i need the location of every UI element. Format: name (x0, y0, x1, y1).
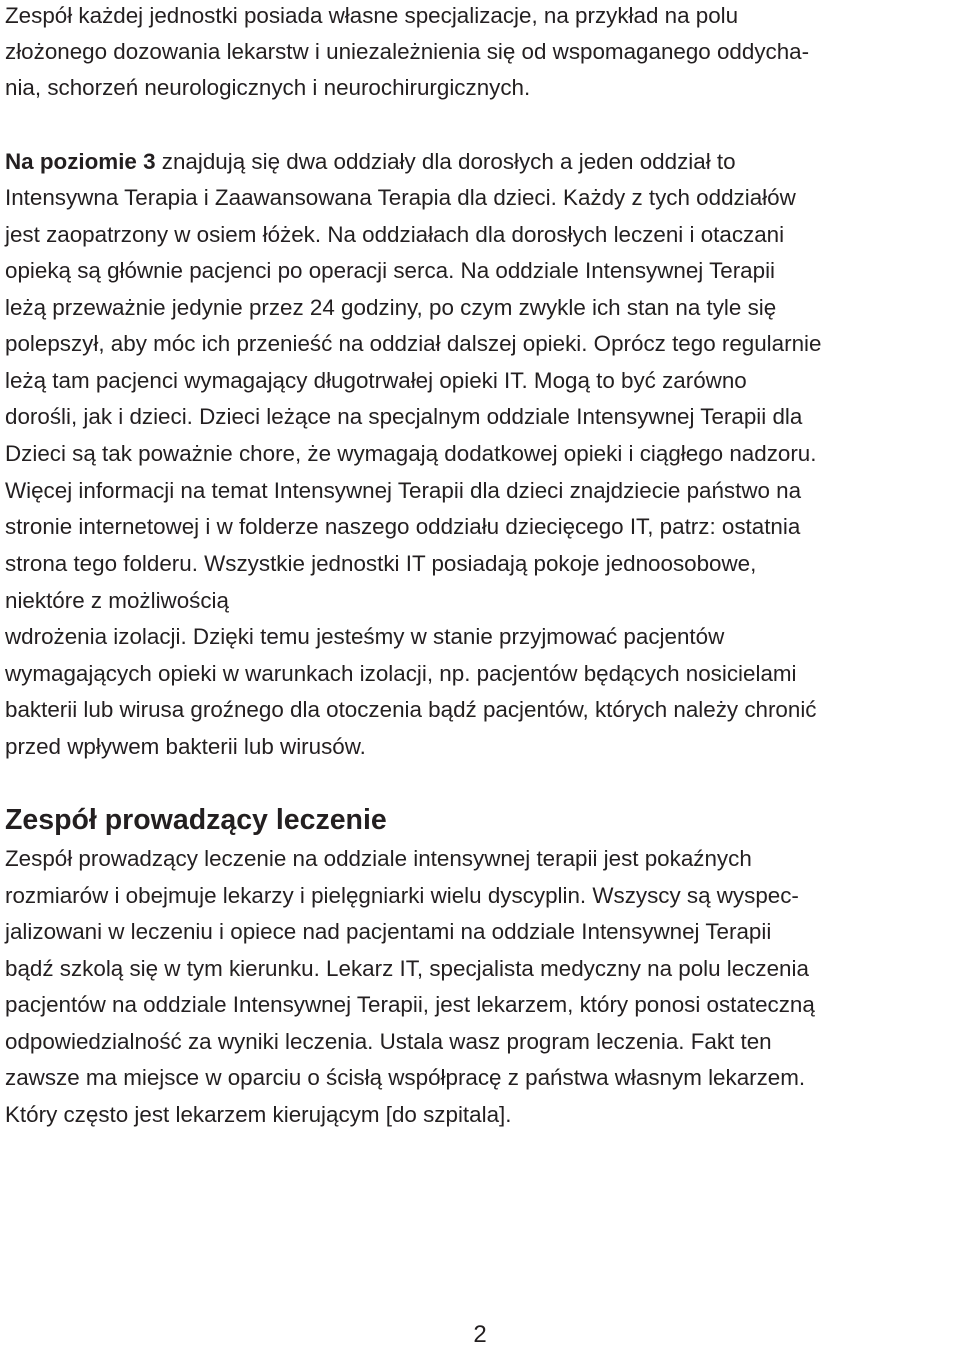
paragraph-2-line: Intensywna Terapia i Zaawansowana Terapia dla dzieci. Każdy z tych oddziałów (5, 185, 796, 210)
section-paragraph-line: zawsze ma miejsce w oparciu o ścisłą współpracę z państwa własnym lekarzem. (5, 1065, 806, 1090)
section-paragraph-line: jalizowani w leczeniu i opiece nad pacjentami na oddziale Intensywnej Terapii (5, 919, 772, 944)
paragraph-1-line: Zespół każdej jednostki posiada własne specjalizacje, na przykład na polu (5, 3, 739, 28)
page-number: 2 (473, 1321, 487, 1348)
section-paragraph-line: pacjentów na oddziale Intensywnej Terapii, jest lekarzem, który ponosi ostateczną (5, 992, 815, 1017)
paragraph-2-line: jest zaopatrzony w osiem łóżek. Na oddziałach dla dorosłych leczeni i otaczani (5, 222, 785, 247)
paragraph-2-line: leżą tam pacjenci wymagający długotrwałej opieki IT. Mogą to być zarówno (5, 368, 747, 393)
paragraph-2-line: wymagających opieki w warunkach izolacji, np. pacjentów będących nosicielami (5, 661, 797, 686)
paragraph-2-line: stronie internetowej i w folderze naszego oddziału dziecięcego IT, patrz: ostatnia (5, 514, 801, 539)
section-paragraph-line: bądź szkolą się w tym kierunku. Lekarz IT, specjalista medyczny na polu leczenia (5, 956, 809, 981)
paragraph-2-line: Więcej informacji na temat Intensywnej Terapii dla dzieci znajdziecie państwo na (5, 478, 802, 503)
paragraph-2-first-line (5, 148, 736, 176)
section-heading: Zespół prowadzący leczenie (5, 804, 387, 836)
paragraph-2-line: bakterii lub wirusa groźnego dla otoczenia bądź pacjentów, których należy chronić (5, 697, 817, 722)
paragraph-1-line: złożonego dozowania lekarstw i uniezależnienia się od wspomaganego oddycha- (5, 39, 810, 64)
paragraph-2-line: strona tego folderu. Wszystkie jednostki IT posiadają pokoje jednoosobowe, (5, 551, 757, 576)
paragraph-2-line: opieką są głównie pacjenci po operacji serca. Na oddziale Intensywnej Terapii (5, 258, 776, 283)
section-paragraph-line: rozmiarów i obejmuje lekarzy i pielęgniarki wielu dyscyplin. Wszyscy są wyspec- (5, 883, 799, 908)
paragraph-2-line: dorośli, jak i dzieci. Dzieci leżące na specjalnym oddziale Intensywnej Terapii dla (5, 404, 803, 429)
paragraph-2-line: niektóre z możliwością (5, 588, 229, 613)
paragraph-1-line: nia, schorzeń neurologicznych i neurochirurgicznych. (5, 75, 531, 100)
bold-lead: Na poziomie 3 (5, 149, 156, 174)
paragraph-2-line: przed wpływem bakterii lub wirusów. (5, 734, 366, 759)
paragraph-2-line: polepszył, aby móc ich przenieść na oddział dalszej opieki. Oprócz tego regularnie (5, 331, 822, 356)
lead-rest: znajdują się dwa oddziały dla dorosłych a jeden oddział to (155, 149, 736, 174)
paragraph-2-line: leżą przeważnie jedynie przez 24 godziny, po czym zwykle ich stan na tyle się (5, 295, 777, 320)
paragraph-2-line: Dzieci są tak poważnie chore, że wymagają dodatkowej opieki i ciągłego nadzoru. (5, 441, 817, 466)
section-paragraph-line: Zespół prowadzący leczenie na oddziale intensywnej terapii jest pokaźnych (5, 846, 752, 871)
paragraph-2-line: wdrożenia izolacji. Dzięki temu jesteśmy w stanie przyjmować pacjentów (5, 624, 725, 649)
section-paragraph-line: odpowiedzialność za wyniki leczenia. Ustala wasz program leczenia. Fakt ten (5, 1029, 772, 1054)
section-paragraph-line: Który często jest lekarzem kierującym [do szpitala]. (5, 1102, 512, 1127)
